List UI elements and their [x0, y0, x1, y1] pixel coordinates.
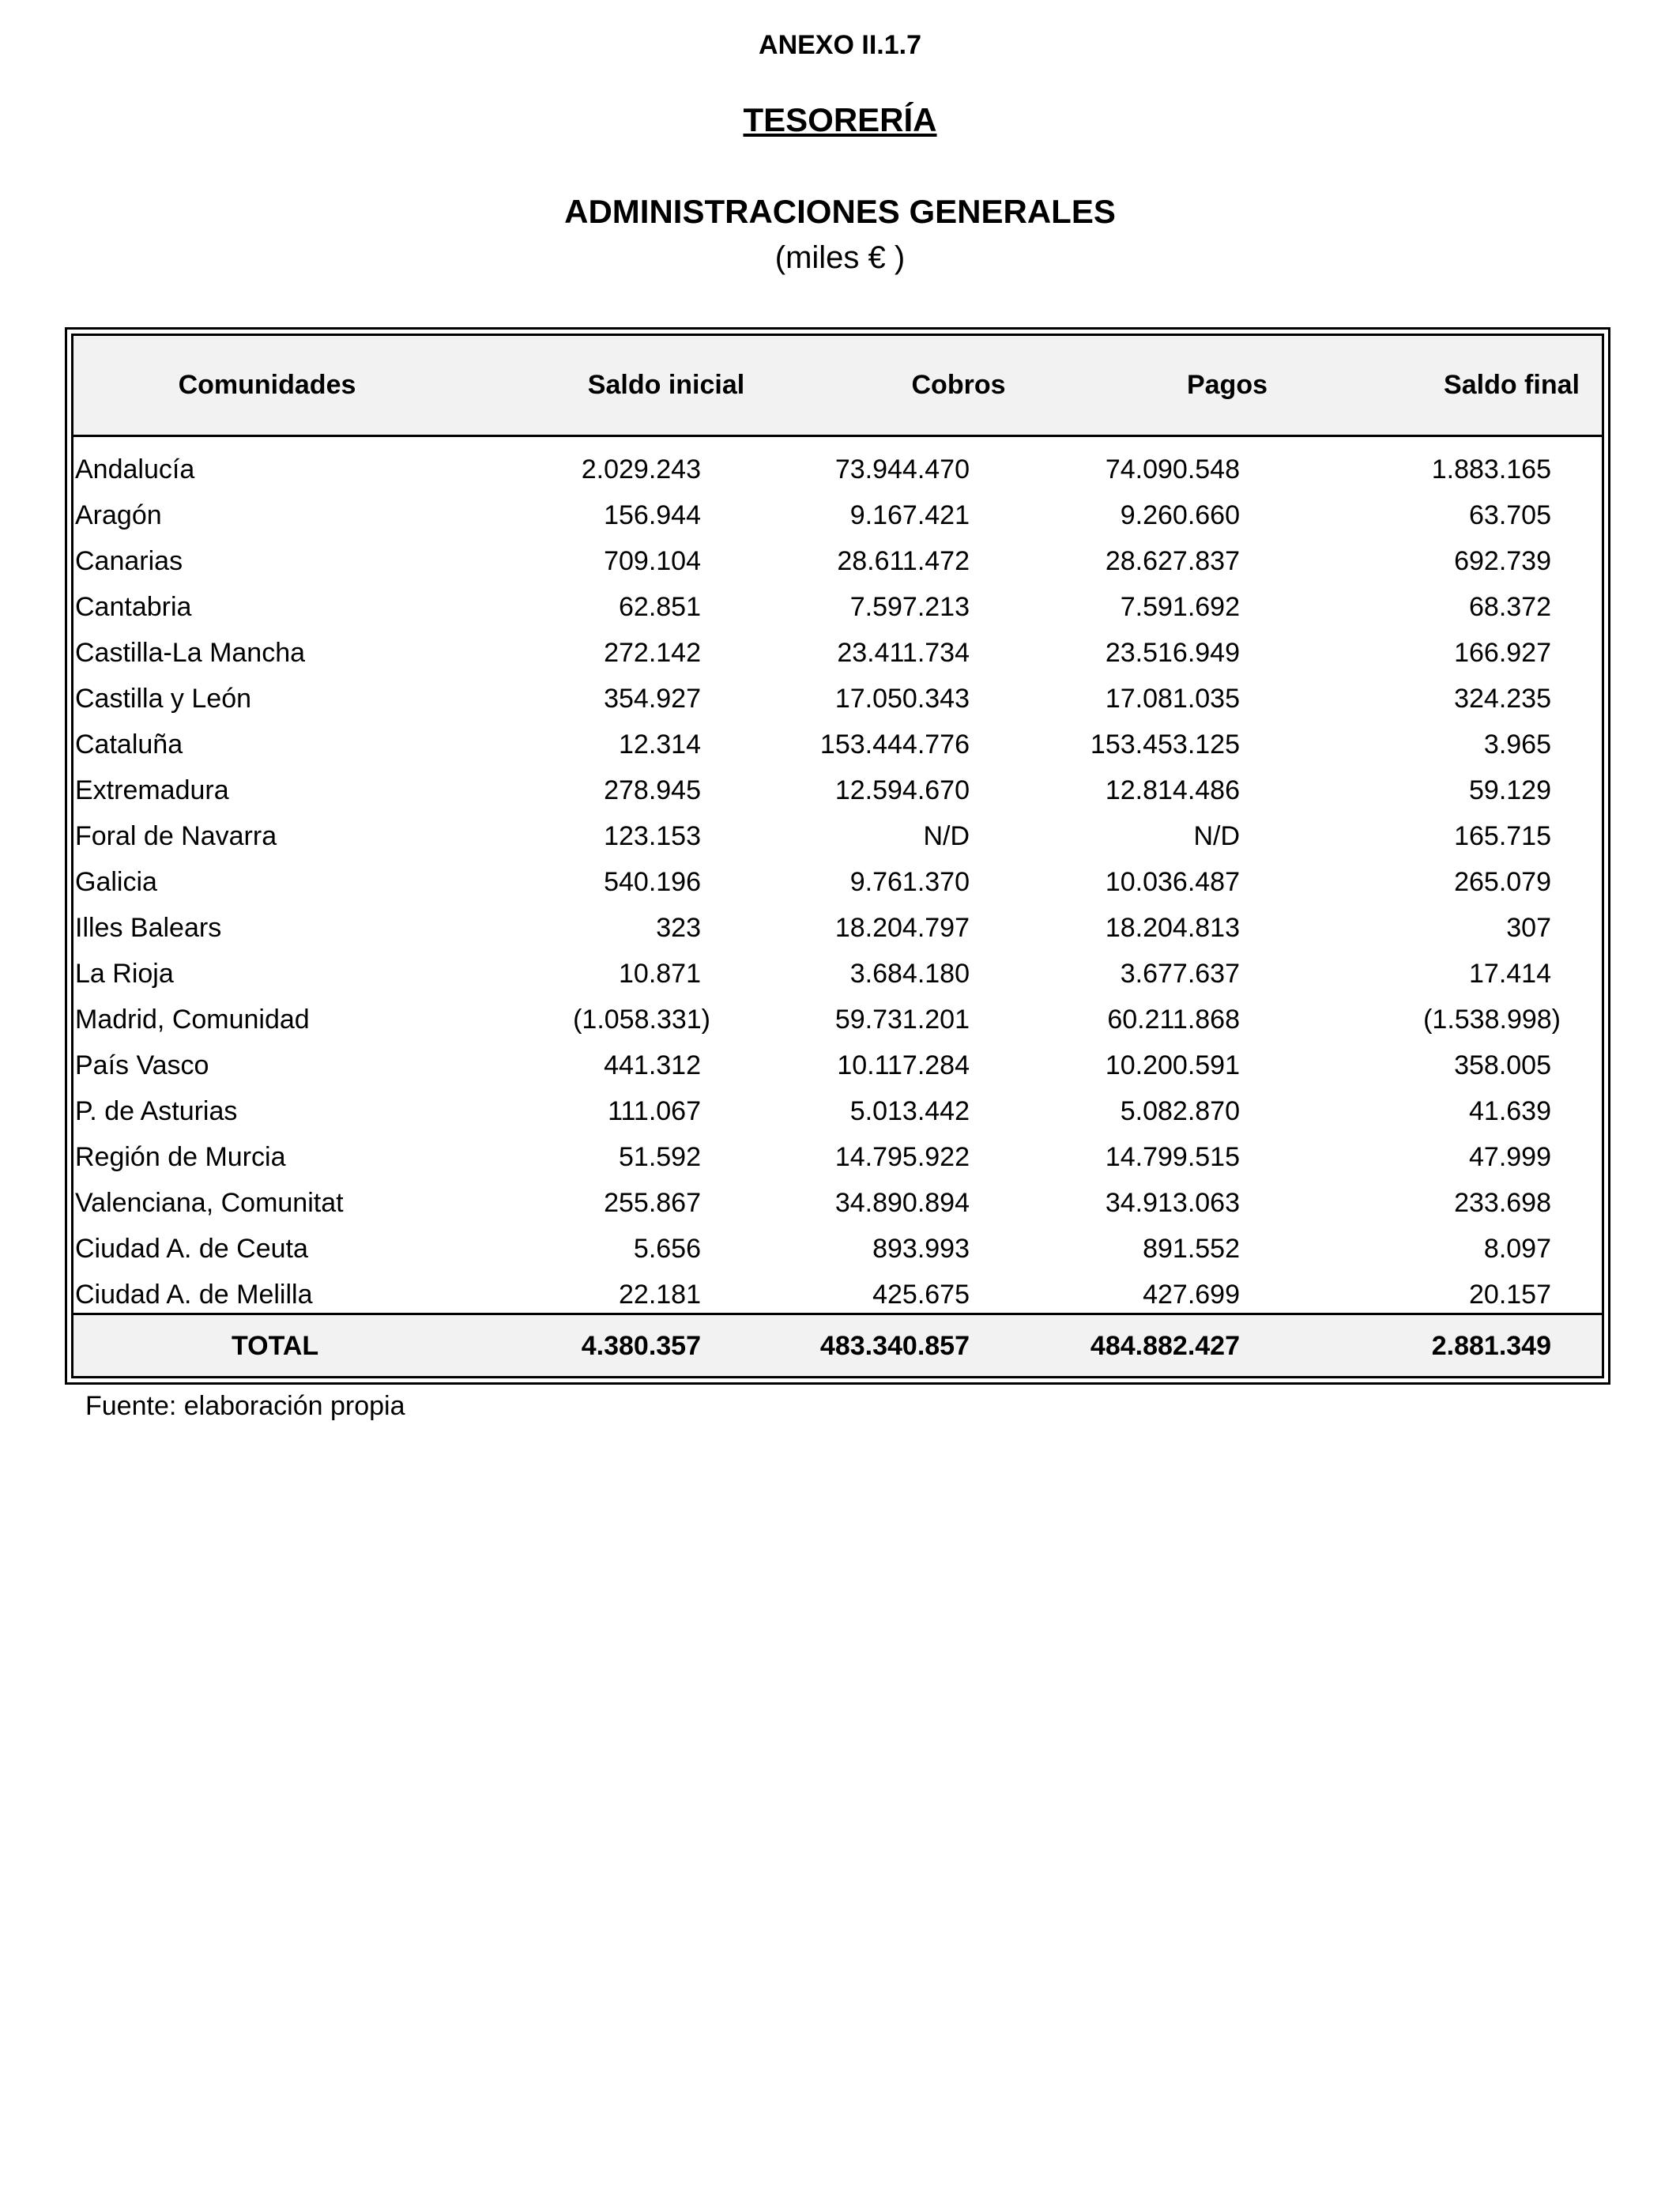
cell-cobros: 9.761.370 [849, 867, 970, 897]
table-row [73, 997, 1602, 1042]
cell-pagos: 3.677.637 [1120, 959, 1240, 989]
cell-comunidad: Galicia [75, 867, 157, 897]
table-row [73, 492, 1602, 538]
header-comunidades: Comunidades [178, 370, 356, 400]
table-row [73, 1088, 1602, 1134]
table-row [73, 447, 1602, 492]
cell-pagos: 153.453.125 [1090, 729, 1240, 760]
cell-pagos: 10.200.591 [1105, 1050, 1240, 1080]
cell-comunidad: P. de Asturias [75, 1096, 238, 1126]
units-label: (miles € ) [774, 240, 906, 275]
table-row [73, 722, 1602, 767]
cell-cobros: 9.167.421 [849, 500, 970, 530]
cell-comunidad: Foral de Navarra [75, 821, 277, 851]
cell-saldo-inicial: 354.927 [604, 684, 701, 714]
total-row [73, 1313, 1602, 1376]
table-row [73, 584, 1602, 630]
cell-saldo-final: 233.698 [1454, 1188, 1551, 1218]
cell-saldo-final: 165.715 [1454, 821, 1551, 851]
cell-saldo-final: 166.927 [1454, 638, 1551, 668]
cell-pagos: 5.082.870 [1120, 1096, 1240, 1126]
cell-cobros: 425.675 [872, 1280, 970, 1310]
table-row [73, 905, 1602, 951]
cell-comunidad: Cataluña [75, 729, 183, 760]
total-cobros: 483.340.857 [819, 1331, 970, 1361]
header-saldo-inicial: Saldo inicial [587, 370, 745, 400]
cell-pagos: 7.591.692 [1120, 592, 1240, 622]
cell-cobros: 893.993 [872, 1234, 970, 1264]
cell-pagos: 17.081.035 [1105, 684, 1240, 714]
cell-cobros: 18.204.797 [834, 913, 970, 943]
cell-pagos: 9.260.660 [1120, 500, 1240, 530]
cell-comunidad: País Vasco [75, 1050, 209, 1080]
cell-saldo-inicial: 123.153 [604, 821, 701, 851]
cell-saldo-final: 20.157 [1469, 1280, 1551, 1310]
cell-saldo-inicial: 12.314 [619, 729, 701, 760]
cell-cobros: 28.611.472 [837, 546, 970, 576]
cell-saldo-inicial: 22.181 [619, 1280, 701, 1310]
table-row [73, 630, 1602, 676]
cell-cobros: 73.944.470 [834, 454, 970, 484]
table-row [73, 538, 1602, 584]
cell-saldo-inicial: 10.871 [619, 959, 701, 989]
cell-cobros: 34.890.894 [834, 1188, 970, 1218]
cell-saldo-inicial: 255.867 [604, 1188, 701, 1218]
cell-pagos: 34.913.063 [1105, 1188, 1240, 1218]
table-row [73, 767, 1602, 813]
cell-cobros: 5.013.442 [849, 1096, 970, 1126]
cell-saldo-final: 63.705 [1469, 500, 1551, 530]
cell-comunidad: Andalucía [75, 454, 195, 484]
cell-comunidad: Región de Murcia [75, 1142, 286, 1172]
table-row [73, 1272, 1602, 1318]
source-note: Fuente: elaboración propia [85, 1391, 405, 1421]
cell-pagos: 74.090.548 [1105, 454, 1240, 484]
cell-cobros: 14.795.922 [834, 1142, 970, 1172]
annex-label: ANEXO II.1.7 [759, 30, 921, 60]
table-row [73, 859, 1602, 905]
cell-pagos: 14.799.515 [1105, 1142, 1240, 1172]
cell-saldo-final: 68.372 [1469, 592, 1551, 622]
total-label: TOTAL [232, 1331, 319, 1361]
cell-comunidad: Extremadura [75, 775, 229, 805]
header-saldo-final: Saldo final [1444, 370, 1580, 400]
cell-saldo-inicial: 709.104 [604, 546, 701, 576]
cell-cobros: 59.731.201 [834, 1005, 970, 1035]
cell-saldo-final: 265.079 [1454, 867, 1551, 897]
cell-pagos: 60.211.868 [1107, 1005, 1240, 1035]
cell-saldo-inicial: 278.945 [604, 775, 701, 805]
cell-saldo-final: 3.965 [1483, 729, 1551, 760]
table-row [73, 1134, 1602, 1180]
cell-pagos: 23.516.949 [1105, 638, 1240, 668]
cell-saldo-final: 324.235 [1454, 684, 1551, 714]
cell-pagos: 28.627.837 [1105, 546, 1240, 576]
cell-comunidad: La Rioja [75, 959, 174, 989]
cell-saldo-inicial: 323 [656, 913, 701, 943]
cell-saldo-final: 8.097 [1483, 1234, 1551, 1264]
cell-cobros: 23.411.734 [837, 638, 970, 668]
cell-comunidad: Castilla y León [75, 684, 252, 714]
cell-saldo-final: 358.005 [1454, 1050, 1551, 1080]
cell-saldo-final: 47.999 [1469, 1142, 1551, 1172]
cell-saldo-inicial: 5.656 [633, 1234, 701, 1264]
cell-pagos: 427.699 [1143, 1280, 1240, 1310]
cell-saldo-inicial: 156.944 [604, 500, 701, 530]
cell-cobros: N/D [923, 821, 970, 851]
cell-cobros: 7.597.213 [849, 592, 970, 622]
cell-cobros: 153.444.776 [819, 729, 970, 760]
header-pagos: Pagos [1186, 370, 1268, 400]
cell-pagos: 891.552 [1143, 1234, 1240, 1264]
table-row [73, 676, 1602, 722]
cell-saldo-inicial: 2.029.243 [581, 454, 701, 484]
cell-cobros: 3.684.180 [849, 959, 970, 989]
cell-cobros: 12.594.670 [834, 775, 970, 805]
cell-comunidad: Illes Balears [75, 913, 222, 943]
page-subtitle: ADMINISTRACIONES GENERALES [564, 193, 1116, 230]
table-row [73, 1042, 1602, 1088]
cell-cobros: 10.117.284 [837, 1050, 970, 1080]
table-row [73, 1226, 1602, 1272]
cell-saldo-final: 1.883.165 [1431, 454, 1551, 484]
table-row [73, 813, 1602, 859]
total-saldo-inicial: 4.380.357 [581, 1331, 701, 1361]
cell-comunidad: Aragón [75, 500, 162, 530]
cell-saldo-inicial: (1.058.331) [573, 1005, 710, 1035]
cell-saldo-inicial: 62.851 [619, 592, 701, 622]
total-saldo-final: 2.881.349 [1431, 1331, 1551, 1361]
cell-comunidad: Canarias [75, 546, 183, 576]
cell-pagos: 18.204.813 [1105, 913, 1240, 943]
cell-saldo-inicial: 540.196 [604, 867, 701, 897]
cell-pagos: N/D [1193, 821, 1240, 851]
cell-saldo-inicial: 111.067 [608, 1096, 701, 1126]
cell-saldo-inicial: 51.592 [619, 1142, 701, 1172]
cell-saldo-final: 17.414 [1469, 959, 1551, 989]
treasury-table [65, 327, 1610, 1385]
table-row [73, 1180, 1602, 1226]
table-body [73, 447, 1602, 1318]
cell-saldo-final: 41.639 [1469, 1096, 1551, 1126]
cell-pagos: 10.036.487 [1105, 867, 1240, 897]
cell-cobros: 17.050.343 [834, 684, 970, 714]
table-header [73, 336, 1602, 437]
cell-comunidad: Ciudad A. de Melilla [75, 1280, 313, 1310]
cell-comunidad: Ciudad A. de Ceuta [75, 1234, 308, 1264]
total-pagos: 484.882.427 [1090, 1331, 1240, 1361]
header-cobros: Cobros [911, 370, 1006, 400]
cell-comunidad: Valenciana, Comunitat [75, 1188, 344, 1218]
page-title: TESORERÍA [743, 101, 937, 138]
cell-saldo-final: 307 [1506, 913, 1551, 943]
cell-pagos: 12.814.486 [1105, 775, 1240, 805]
cell-saldo-final: 59.129 [1469, 775, 1551, 805]
cell-comunidad: Castilla-La Mancha [75, 638, 306, 668]
cell-saldo-inicial: 272.142 [604, 638, 701, 668]
table-inner-frame [71, 334, 1604, 1378]
cell-saldo-inicial: 441.312 [604, 1050, 701, 1080]
cell-saldo-final: (1.538.998) [1423, 1005, 1561, 1035]
cell-comunidad: Madrid, Comunidad [75, 1005, 310, 1035]
cell-saldo-final: 692.739 [1454, 546, 1551, 576]
cell-comunidad: Cantabria [75, 592, 192, 622]
table-row [73, 951, 1602, 997]
